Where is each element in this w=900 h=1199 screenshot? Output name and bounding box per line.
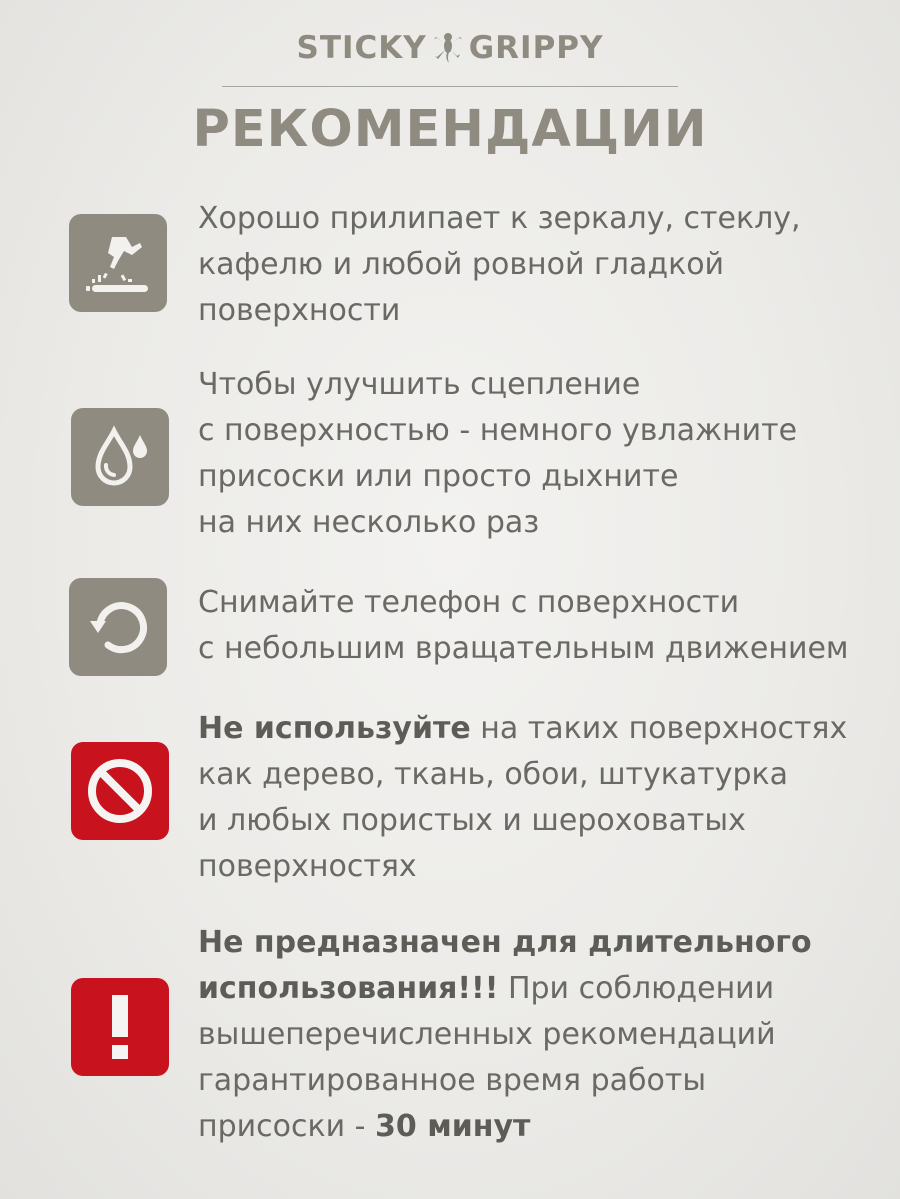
hand-press-surface-icon (69, 214, 167, 312)
recommendation-2 (198, 362, 888, 546)
recommendation-2-line-2: с поверхностью - немного увлажните (198, 413, 798, 448)
water-drops-icon (71, 408, 169, 506)
recommendation-5-line-4: гарантированное время работы (198, 1063, 707, 1098)
recommendation-4-line-2: как дерево, ткань, обои, штукатурка (198, 757, 789, 792)
recommendation-3-line-2: с небольшим вращательным движением (198, 631, 849, 666)
recommendation-4 (198, 706, 888, 890)
recommendation-1-line-2: кафелю и любой ровной гладкой (198, 247, 725, 282)
recommendation-1-line-1: Хорошо прилипает к зеркалу, стеклу, (198, 201, 801, 236)
header-divider (222, 86, 678, 87)
recommendation-4-line-3: и любых пористых и шероховатых (198, 803, 746, 838)
recommendation-4-line-1 (198, 706, 888, 752)
recommendation-4-line-1-rest: на таких поверхностях (470, 711, 848, 746)
recommendation-5-last-bold: 30 минут (375, 1109, 531, 1144)
recommendation-5-bold-1: Не предназначен для длительного (198, 925, 812, 960)
rotate-arrow-icon (69, 578, 167, 676)
recommendation-5-line-5 (198, 1104, 888, 1150)
brand-logo (0, 30, 900, 66)
recommendation-2-line-4: на них несколько раз (198, 505, 540, 540)
recommendation-3 (198, 580, 888, 672)
brand-right: GRIPPY (468, 30, 604, 66)
recommendation-4-line-4: поверхностях (198, 849, 417, 884)
prohibited-icon (71, 742, 169, 840)
recommendation-5-line-2-rest: При соблюдении (498, 971, 775, 1006)
recommendation-5-line-1 (198, 920, 888, 966)
recommendation-5-line-2 (198, 966, 888, 1012)
recommendation-2-line-1: Чтобы улучшить сцепление (198, 367, 641, 402)
gecko-icon (431, 31, 465, 65)
exclamation-icon (71, 978, 169, 1076)
recommendation-1 (198, 196, 888, 334)
recommendation-2-line-3: присоски или просто дыхните (198, 459, 679, 494)
recommendation-1-line-3: поверхности (198, 293, 401, 328)
recommendation-5-bold-2: использования!!! (198, 971, 499, 1006)
brand-left: STICKY (296, 30, 427, 66)
recommendation-5-line-3: вышеперечисленных рекомендаций (198, 1017, 776, 1052)
page-title: РЕКОМЕНДАЦИИ (192, 100, 708, 159)
recommendation-3-line-1: Снимайте телефон с поверхности (198, 585, 740, 620)
recommendation-5-last-prefix: присоски - (198, 1109, 376, 1144)
recommendation-4-bold: Не используйте (198, 711, 471, 746)
recommendation-5 (198, 920, 888, 1150)
